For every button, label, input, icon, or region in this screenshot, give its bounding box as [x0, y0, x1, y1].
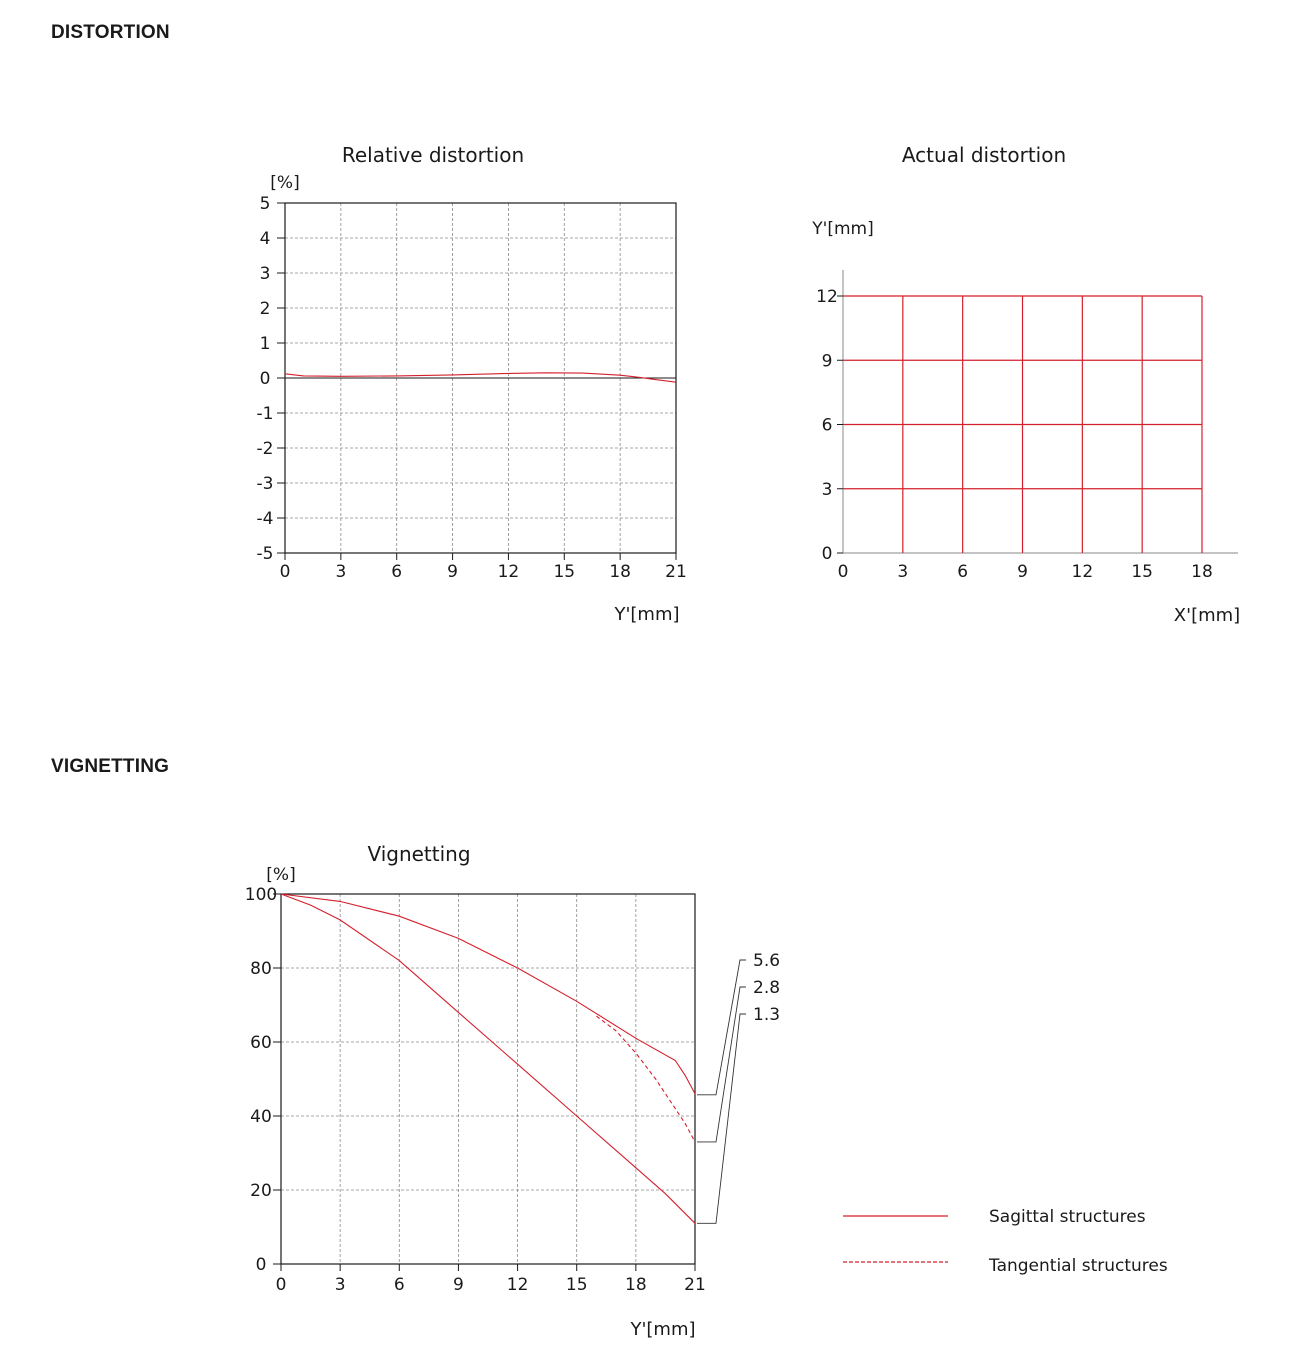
- vignetting-series-line: [281, 894, 695, 1094]
- relative-x-tick-label: 18: [609, 562, 631, 582]
- relative-x-tick-label: 3: [335, 562, 347, 582]
- vignetting-series-line: [596, 1016, 695, 1142]
- legend-sagittal-label: Sagittal structures: [989, 1207, 1146, 1227]
- vignetting-callout-label: 1.3: [753, 1005, 781, 1025]
- actual-x-tick-label: 18: [1191, 562, 1213, 582]
- distortion-heading: DISTORTION: [51, 22, 170, 43]
- relative-chart: [257, 143, 687, 625]
- relative-y-tick-label: -1: [256, 404, 274, 424]
- actual-y-tick-label: 9: [821, 351, 833, 372]
- vignetting-x-tick-label: 6: [393, 1275, 405, 1295]
- relative-y-tick-label: -2: [256, 439, 274, 459]
- vignetting-x-tick-label: 12: [506, 1275, 529, 1295]
- vignetting-y-tick-label: 20: [250, 1181, 272, 1201]
- actual-x-tick-label: 12: [1071, 562, 1094, 582]
- relative-y-tick-label: -3: [256, 474, 274, 494]
- relative-y-axis-label: [%]: [270, 173, 300, 193]
- actual-x-axis-label: X'[mm]: [1173, 605, 1241, 626]
- relative-x-tick-label: 21: [665, 562, 687, 582]
- relative-y-tick-label: -4: [256, 509, 274, 529]
- relative-x-tick-label: 0: [279, 562, 291, 582]
- vignetting-y-axis-label: [%]: [266, 865, 296, 885]
- relative-y-tick-label: 0: [259, 369, 271, 389]
- actual-y-tick-label: 6: [821, 415, 833, 436]
- relative-y-tick-label: -5: [256, 544, 274, 564]
- actual-x-tick-label: 6: [957, 562, 969, 582]
- actual-x-tick-label: 15: [1131, 562, 1153, 582]
- relative-x-tick-label: 12: [497, 562, 520, 582]
- relative-title: Relative distortion: [341, 143, 525, 167]
- vignetting-x-tick-label: 15: [565, 1275, 588, 1295]
- vignetting-x-tick-label: 3: [334, 1275, 346, 1295]
- relative-x-tick-label: 15: [553, 562, 576, 582]
- relative-y-tick-label: 1: [259, 334, 271, 354]
- vignetting-callout-label: 2.8: [753, 978, 781, 998]
- vignetting-x-axis-label: Y'[mm]: [630, 1319, 696, 1340]
- relative-y-tick-label: 4: [259, 229, 271, 249]
- legend-tangential-label: Tangential structures: [989, 1256, 1168, 1276]
- vignetting-x-tick-label: 21: [684, 1275, 706, 1295]
- actual-y-tick-label: 0: [821, 544, 833, 564]
- actual-y-tick-label: 3: [821, 479, 833, 500]
- relative-y-tick-label: 5: [259, 194, 271, 214]
- vignetting-y-tick-label: 100: [244, 885, 278, 905]
- vignetting-y-tick-label: 0: [255, 1255, 267, 1275]
- vignetting-title: Vignetting: [367, 842, 471, 866]
- vignetting-callout-leader: [697, 1014, 746, 1223]
- vignetting-x-tick-label: 9: [453, 1275, 464, 1295]
- vignetting-y-tick-label: 40: [250, 1107, 272, 1127]
- legend: [843, 1207, 1168, 1276]
- relative-y-tick-label: 2: [259, 299, 271, 319]
- actual-x-tick-label: 9: [1017, 562, 1028, 582]
- actual-title: Actual distortion: [901, 143, 1067, 167]
- vignetting-x-tick-label: 0: [275, 1275, 287, 1295]
- vignetting-y-tick-label: 80: [250, 959, 272, 979]
- actual-y-axis-label: Y'[mm]: [812, 219, 874, 239]
- vignetting-callout-label: 5.6: [753, 951, 781, 971]
- vignetting-y-tick-label: 60: [250, 1033, 272, 1053]
- relative-y-tick-label: 3: [259, 264, 271, 284]
- relative-x-axis-label: Y'[mm]: [614, 604, 680, 625]
- vignetting-plot-frame: [281, 894, 695, 1264]
- vignetting-chart: [245, 842, 780, 1340]
- actual-x-tick-label: 0: [837, 562, 849, 582]
- vignetting-series-line: [281, 894, 695, 1223]
- vignetting-x-tick-label: 18: [625, 1275, 647, 1295]
- actual-chart: [811, 143, 1240, 626]
- actual-y-tick-label: 12: [816, 287, 838, 307]
- relative-x-tick-label: 6: [391, 562, 403, 582]
- actual-x-tick-label: 3: [897, 562, 909, 582]
- vignetting-heading: VIGNETTING: [51, 756, 170, 777]
- relative-x-tick-label: 9: [447, 562, 458, 582]
